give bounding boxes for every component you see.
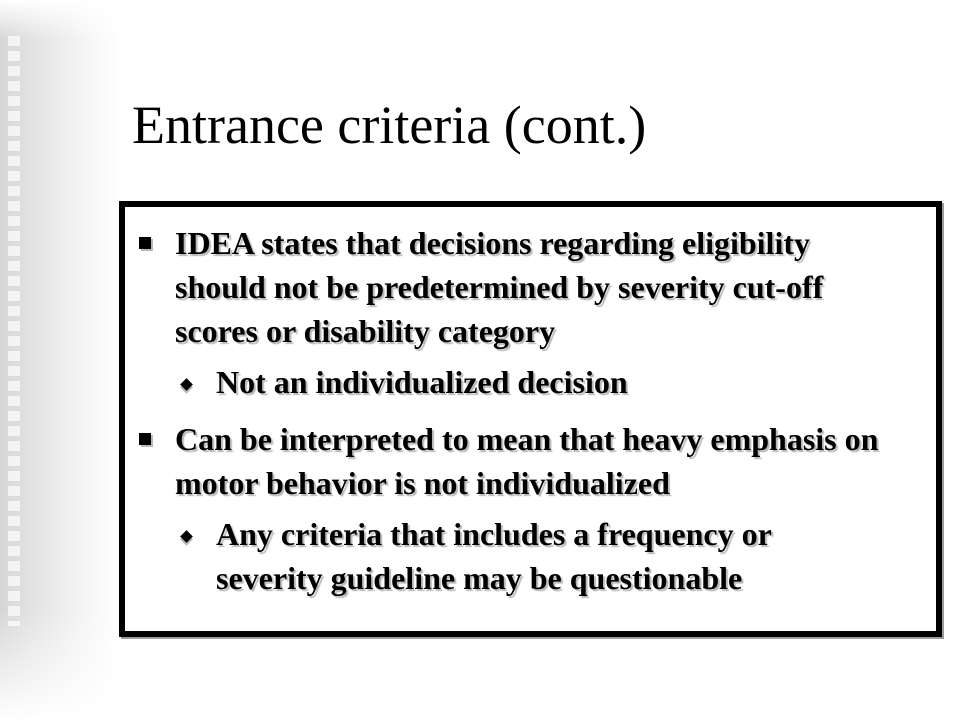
sub-bullet-text: Any criteria that includes a frequency or severity guideline may be questionable: [216, 516, 772, 596]
bullet-text: IDEA states that decisions regarding eligibility should not be predetermined by severity cut-off scores or disability category: [175, 225, 824, 349]
diamond-bullet-icon: [180, 378, 193, 391]
square-bullet-icon: [139, 433, 151, 445]
square-bullet-icon: [139, 237, 151, 249]
content-box: [119, 201, 942, 637]
sub-bullet-item-1: [180, 360, 880, 404]
bullet-item-1: [139, 221, 899, 353]
bullet-item-2: [139, 417, 899, 505]
slide-title: Entrance criteria (cont.): [132, 95, 647, 155]
bullet-text: Can be interpreted to mean that heavy emphasis on motor behavior is not individualized: [175, 421, 879, 501]
side-tile-column: [8, 36, 20, 626]
sub-bullet-item-2: [180, 512, 880, 600]
diamond-bullet-icon: [180, 530, 193, 543]
sub-bullet-text: Not an individualized decision: [216, 364, 628, 400]
side-decoration: [0, 0, 120, 720]
